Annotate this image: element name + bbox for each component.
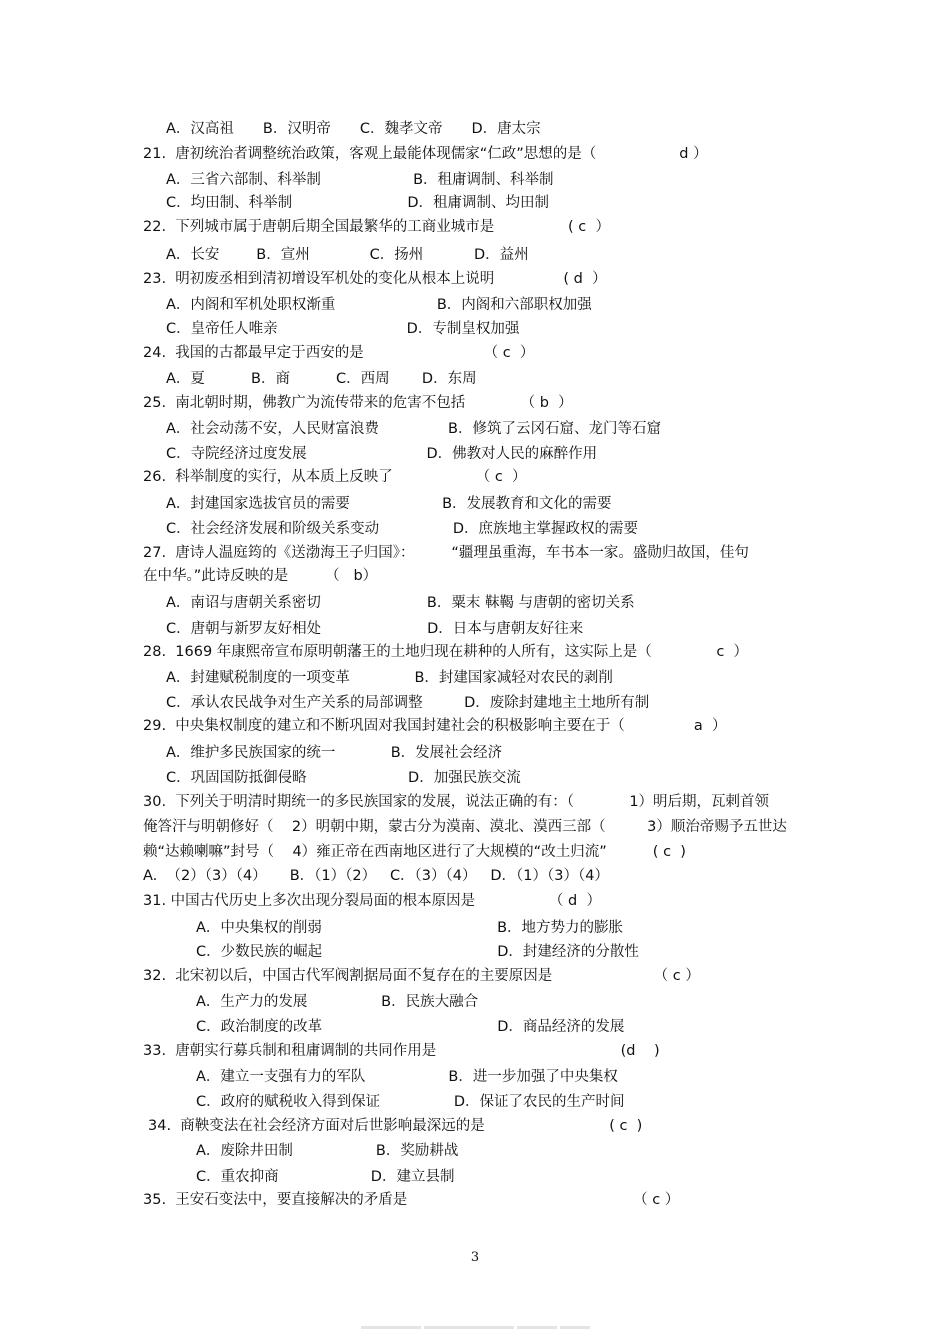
q33-stem: 33. 唐朝实行募兵制和租庸调制的共同作用是 (d ) (143, 1043, 660, 1059)
q21-options-cd: C．均田制、科举制 D．租庸调制、均田制 (166, 195, 550, 211)
q31-stem: 31. 中国古代历史上多次出现分裂局面的根本原因是 （ d ） (143, 893, 601, 909)
q31-options-cd: C．少数民族的崛起 D．封建经济的分散性 (196, 944, 639, 960)
q26-options-cd: C．社会经济发展和阶级关系变动 D．庶族地主掌握政权的需要 (166, 521, 639, 537)
q20-options: A．汉高祖 B．汉明帝 C．魏孝文帝 D．唐太宗 (166, 121, 541, 137)
q21-stem: 21. 唐初统治者调整统治政策，客观上最能体现儒家“仁政”思想的是（ d ） (143, 146, 708, 162)
q32-stem: 32. 北宋初以后，中国古代军阀割据局面不复存在的主要原因是 （ c ） (143, 968, 700, 984)
q27-stem-line1: 27. 唐诗人温庭筠的《送渤海王子归国》： “疆理虽重海，车书本一家。盛勋归故国，佳句 (143, 545, 749, 561)
q30-stem-line3: 赖“达赖喇嘛”封号（ 4）雍正帝在西南地区进行了大规模的“改土归流” ( c ) (143, 844, 686, 860)
q33-options-ab: A．建立一支强有力的军队 B．进一步加强了中央集权 (196, 1069, 618, 1085)
q23-options-cd: C．皇帝任人唯亲 D．专制皇权加强 (166, 321, 520, 337)
q28-stem: 28. 1669 年康熙帝宣布原明朝藩王的土地归现在耕种的人所有，这实际上是（ c ） (143, 644, 749, 660)
q22-stem: 22. 下列城市属于唐朝后期全国最繁华的工商业城市是 ( c ） (143, 219, 610, 235)
q28-options-ab: A．封建赋税制度的一项变革 B．封建国家减轻对农民的剥削 (166, 670, 613, 686)
q25-options-ab: A．社会动荡不安，人民财富浪费 B．修筑了云冈石窟、龙门等石窟 (166, 421, 662, 437)
q27-options-ab: A．南诏与唐朝关系密切 B．粟末 靺鞨 与唐朝的密切关系 (166, 595, 635, 611)
q35-stem: 35. 王安石变法中，要直接解决的矛盾是 （ c ） (143, 1192, 680, 1208)
q24-stem: 24. 我国的古都最早定于西安的是 （ c ） (143, 345, 535, 361)
q34-options-cd: C．重农抑商 D．建立县制 (196, 1169, 455, 1185)
q28-options-cd: C．承认农民战争对生产关系的局部调整 D．废除封建地主土地所有制 (166, 695, 650, 711)
q32-options-cd: C．政治制度的改革 D．商品经济的发展 (196, 1019, 625, 1035)
q29-options-ab: A．维护多民族国家的统一 B．发展社会经济 (166, 745, 503, 761)
q33-options-cd: C．政府的赋税收入得到保证 D．保证了农民的生产时间 (196, 1094, 625, 1110)
q31-options-ab: A．中央集权的削弱 B．地方势力的膨胀 (196, 920, 624, 936)
q23-options-ab: A．内阁和军机处职权渐重 B．内阁和六部职权加强 (166, 297, 592, 313)
q24-options: A．夏 B．商 C．西周 D．东周 (166, 371, 477, 387)
q30-options: A. （2）（3）（4） B．（1）（2） C．（3）（4） D．（1）（3）（4） (143, 868, 609, 884)
q29-options-cd: C．巩固国防抵御侵略 D．加强民族交流 (166, 770, 521, 786)
q25-options-cd: C．寺院经济过度发展 D．佛教对人民的麻醉作用 (166, 446, 598, 462)
q32-options-ab: A．生产力的发展 B．民族大融合 (196, 994, 479, 1010)
q27-options-cd: C．唐朝与新罗友好相处 D．日本与唐朝友好往来 (166, 621, 584, 637)
q27-stem-line2: 在中华。”此诗反映的是 （ b） (143, 568, 378, 584)
q29-stem: 29. 中央集权制度的建立和不断巩固对我国封建社会的积极影响主要在于（ a ） (143, 718, 727, 734)
q34-stem: 34. 商鞅变法在社会经济方面对后世影响最深远的是 ( c ) (148, 1118, 643, 1134)
q23-stem: 23. 明初废丞相到清初增设军机处的变化从根本上说明 ( d ） (143, 271, 607, 287)
q26-options-ab: A．封建国家选拔官员的需要 B．发展教育和文化的需要 (166, 496, 612, 512)
q30-stem-line2: 俺答汗与明朝修好（ 2）明朝中期，蒙古分为漠南、漠北、漠西三部（ 3）顺治帝赐予五世达 (143, 819, 787, 835)
q34-options-ab: A．废除井田制 B．奖励耕战 (196, 1143, 459, 1159)
footer-watermark-strip (0, 1326, 950, 1332)
q30-stem-line1: 30. 下列关于明清时期统一的多民族国家的发展，说法正确的有：（ 1）明后期，瓦剌首领 (143, 794, 770, 810)
q21-options-ab: A．三省六部制、科举制 B．租庸调制、科举制 (166, 172, 554, 188)
q25-stem: 25. 南北朝时期，佛教广为流传带来的危害不包括 （ b ） (143, 395, 573, 411)
q26-stem: 26. 科举制度的实行，从本质上反映了 （ c ） (143, 469, 527, 485)
q22-options: A．长安 B．宣州 C．扬州 D．益州 (166, 247, 529, 263)
page-number: 3 (470, 1250, 480, 1265)
